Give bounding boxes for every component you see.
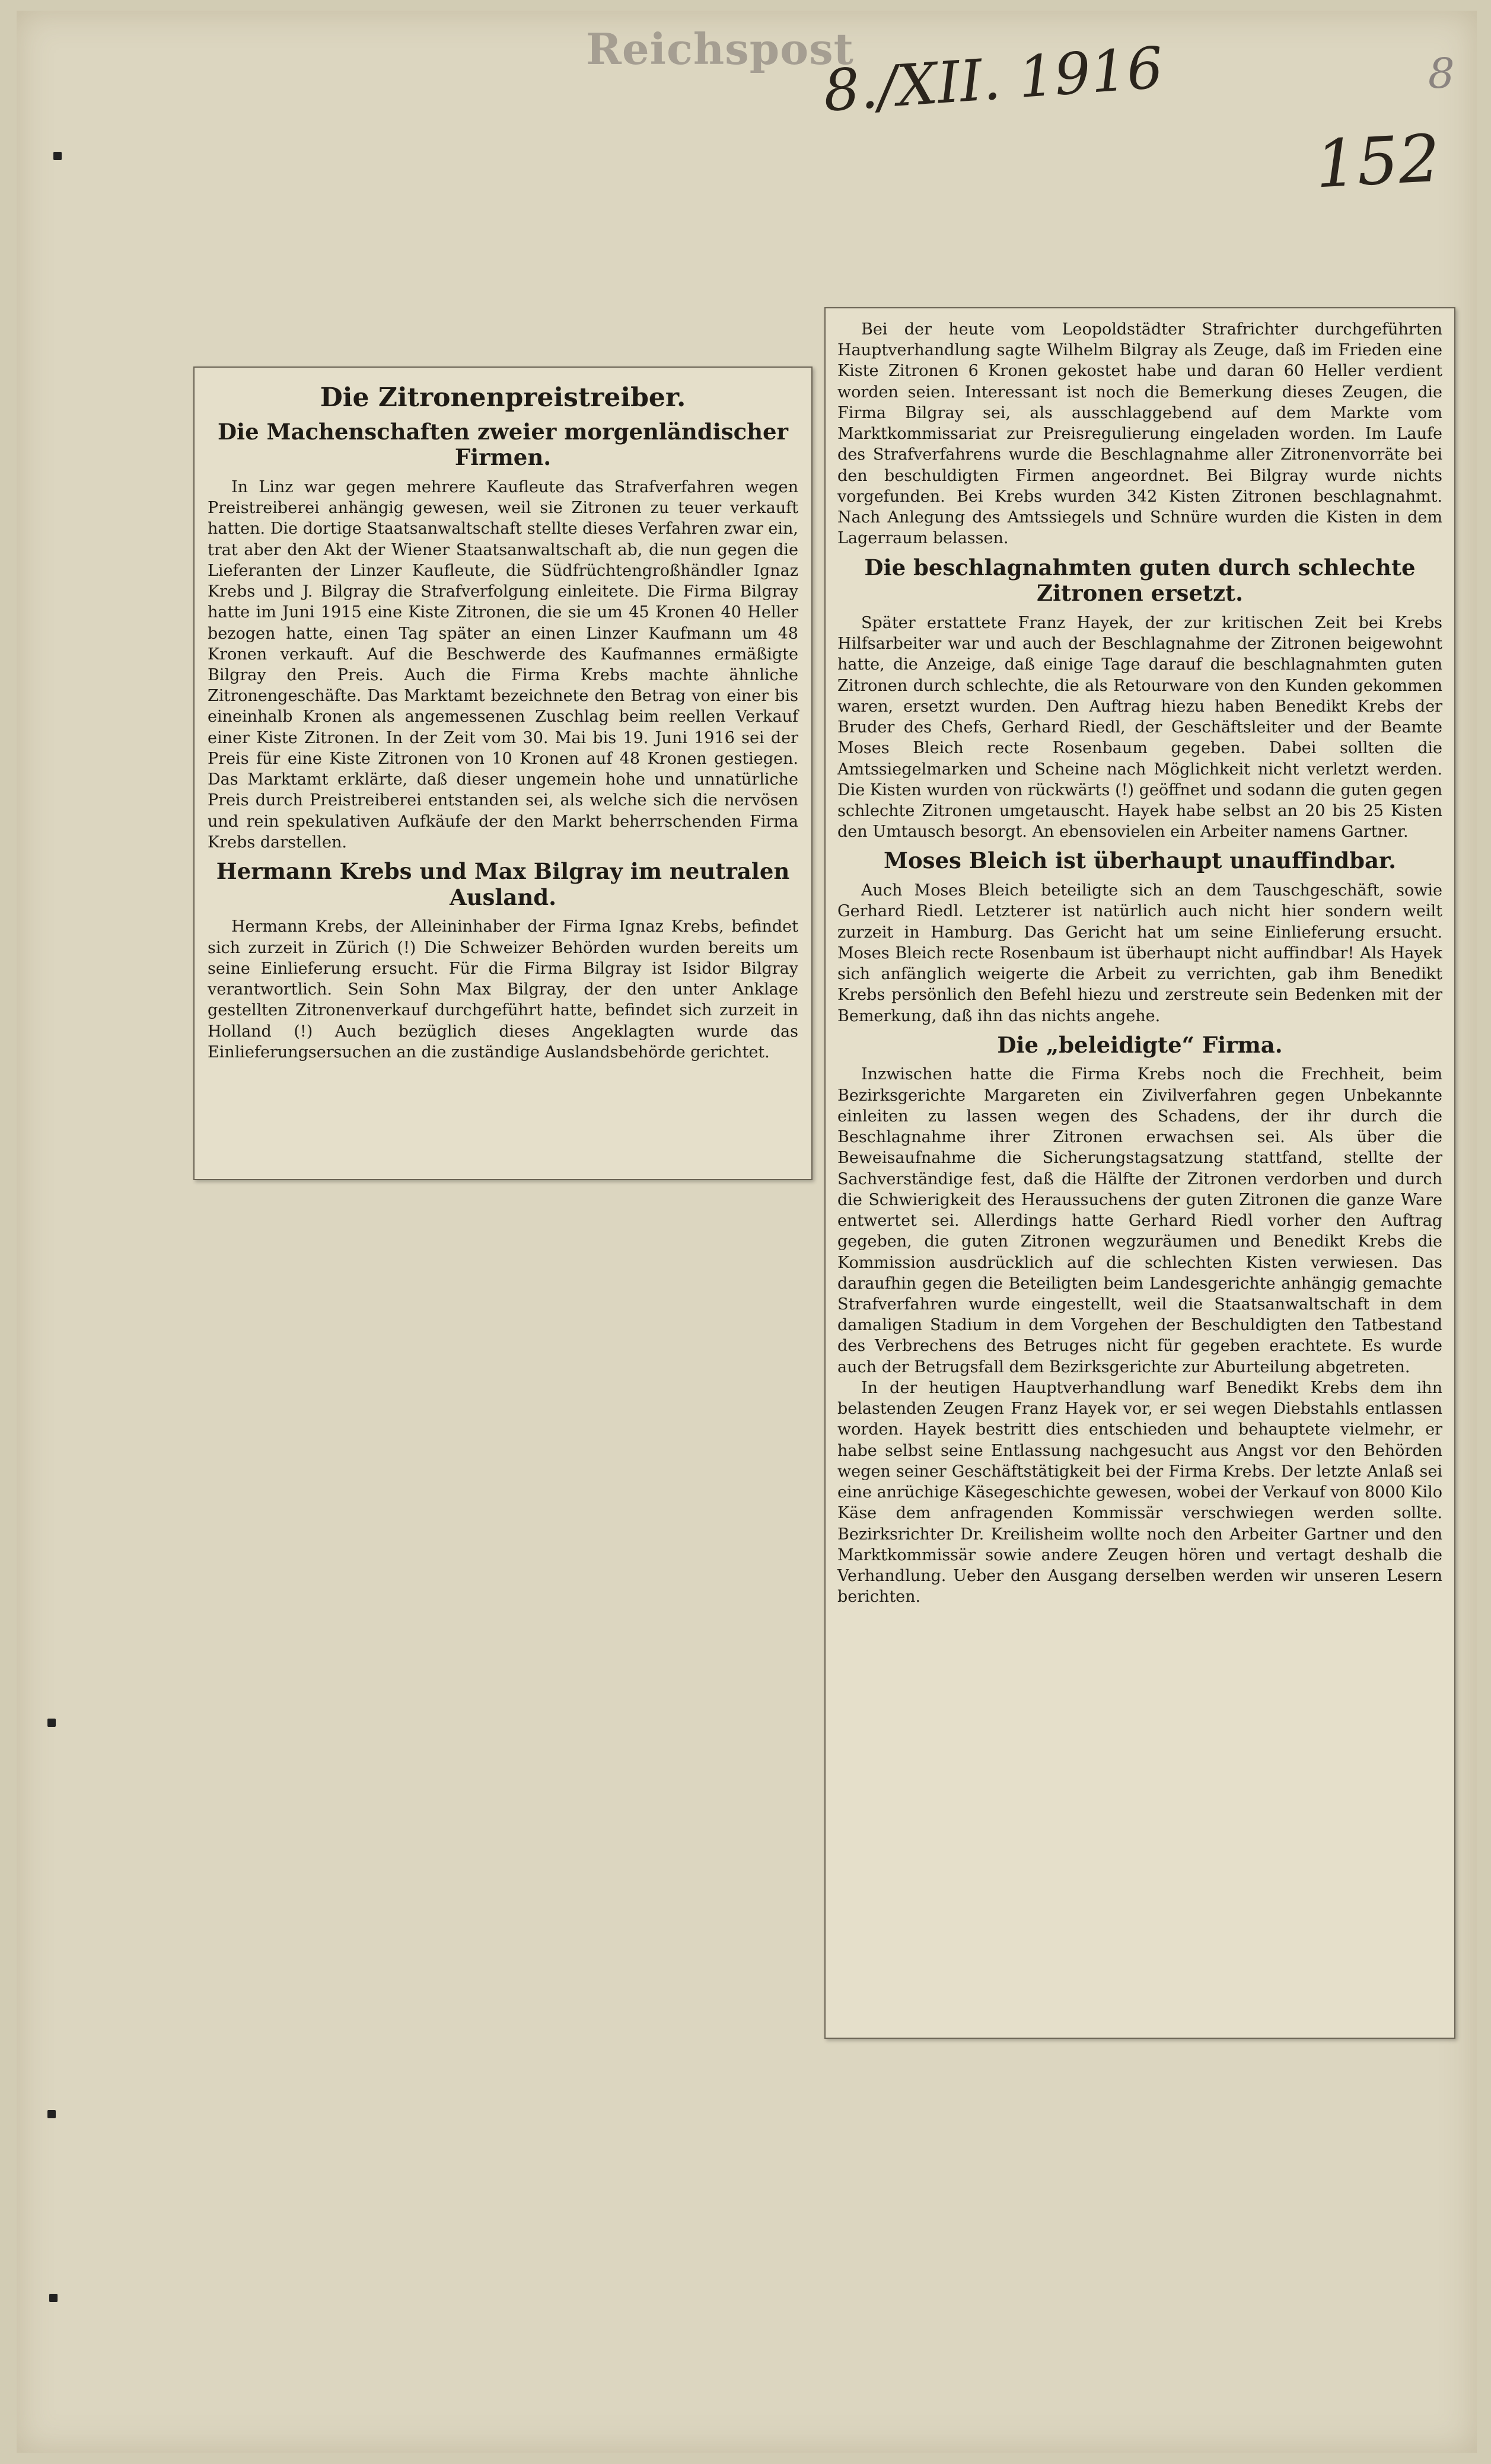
newspaper-clipping-left [193,366,813,1180]
section-heading-moses-bleich: Moses Bleich ist überhaupt unauffindbar. [884,847,1396,874]
article-paragraph: Auch Moses Bleich beteiligte sich an dem Tauschgeschäft, sowie Gerhard Riedl. Letzterer ist natürlich auch nicht hier sondern weilt zurzeit in Hamburg. Das Gericht hat um seine Einlieferung ersucht. Moses Bleich recte Rosenbaum ist überhaupt nicht auffindbar! Als Hayek sich anfänglich weigerte die Arbeit zu verrichten, gab ihm Benedikt Krebs persönlich den Befehl hiezu und zerstreute sein Bedenken mit der Bemerkung, daß ihn das nichts angehe. [837,881,1442,1025]
binding-hole-mark [47,2110,56,2118]
handwritten-corner-mark: 8 [1428,49,1455,98]
article-paragraph: Inzwischen hatte die Firma Krebs noch die Frechheit, beim Bezirksgerichte Margareten ein Zivilverfahren gegen Unbekannte einleiten zu lassen wegen des Schadens, der ihr durch die Beschlagnahme ihrer Zitronen erwachsen sei. Als über die Beweisaufnahme die Sicherungstagsatzung stattfand, stellte der Sachverständige fest, daß die Hälfte der Zitronen verdorben und durch die Schwierigkeit des Heraussuchens der guten Zitronen die ganze Ware entwertet sei. Allerdings hatte Gerhard Riedl vorher den Auftrag gegeben, die guten Zitronen wegzuräumen und Benedikt Krebs die Kommission ausdrücklich auf die schlechten Kisten verwiesen. Das daraufhin gegen die Beteiligten beim Landesgerichte anhängig gemachte Strafverfahren wurde eingestellt, weil die Staatsanwaltschaft in dem damaligen Stadium in dem Vorgehen der Beschuldigten den Tatbestand des Verbrechens des Betruges nicht für gegeben erachtete. Es wurde auch der Betrugsfall dem Bezirksgerichte zur Aburteilung abgetreten. [837,1065,1442,1376]
binding-hole-mark [49,2294,58,2302]
article-paragraph: In Linz war gegen mehrere Kaufleute das Strafverfahren wegen Preistreiberei anhängig gewesen, weil sie Zitronen zu teuer verkauft hatten. Die dortige Staatsanwaltschaft stellte dieses Verfahren zwar ein, trat aber den Akt der Wiener Staatsanwaltschaft ab, die nun gegen die Lieferanten der Linzer Kaufleute, die Südfrüchtengroßhändler Ignaz Krebs und J. Bilgray die Strafverfolgung einleitete. Die Firma Bilgray hatte im Juni 1915 eine Kiste Zitronen, die sie um 45 Kronen 40 Heller bezogen hatte, einen Tag später an einen Linzer Kaufmann um 48 Kronen verkauft. Auf die Beschwerde des Kaufmannes ermäßigte Bilgray den Preis. Auch die Firma Krebs machte ähnliche Zitronengeschäfte. Das Marktamt bezeichnete den Betrag von einer bis eineinhalb Kronen als angemessenen Zuschlag beim reellen Verkauf einer Kiste Zitronen. In der Zeit vom 30. Mai bis 19. Juni 1916 sei der Preis für eine Kiste Zitronen von 10 Kronen auf 48 Kronen gestiegen. Das Marktamt erklärte, daß dieser ungemein hohe und unnatürliche Preis durch Preistreiberei entstanden sei, als welche sich die nervösen und rein spekulativen Aufkäufe der den Markt beherrschenden Firma Krebs darstellen. [208,477,798,852]
article-subheading: Hermann Krebs und Max Bilgray im neutralen Ausland. [216,858,790,910]
binding-hole-mark [47,1719,56,1727]
newspaper-stamp: Reichspost [586,24,854,74]
section-heading-replaced-lemons: Die beschlagnahmten guten durch schlechte Zitronen ersetzt. [864,554,1416,607]
binding-hole-mark [53,152,62,160]
article-paragraph: Später erstattete Franz Hayek, der zur kritischen Zeit bei Krebs Hilfsarbeiter war und auch der Beschlagnahme der Zitronen beigewohnt hatte, die Anzeige, daß einige Tage darauf die beschlagnahmten guten Zitronen durch schlechte, die als Retourware von den Kunden gekommen waren, ersetzt wurden. Den Auftrag hiezu haben Benedikt Krebs der Bruder des Chefs, Gerhard Riedl, der Geschäftsleiter und der Beamte Moses Bleich recte Rosenbaum gegeben. Dabei sollten die Amtssiegelmarken und Scheine nach Möglichkeit nicht verletzt werden. Die Kisten wurden von rückwärts (!) geöffnet und sodann die guten gegen schlechte Zitronen umgetauscht. Hayek habe selbst an 20 bis 25 Kisten den Umtausch besorgt. An ebensovielen ein Arbeiter namens Gartner. [837,613,1442,841]
article-subtitle: Die Machenschaften zweier morgenländischer Firmen. [217,418,789,471]
article-title: Die Zitronenpreistreiber. [320,382,686,413]
newspaper-clipping-right [824,307,1455,2039]
article-paragraph: In der heutigen Hauptverhandlung warf Benedikt Krebs dem ihn belastenden Zeugen Franz Hayek vor, er sei wegen Diebstahls entlassen worden. Hayek bestritt dies entschieden und behauptete vielmehr, er habe selbst seine Entlassung nachgesucht aus Angst vor den Behörden wegen seiner Geschäftstätigkeit bei der Firma Krebs. Der letzte Anlaß sei eine anrüchige Käsegeschichte gewesen, wobei der Verkauf von 8000 Kilo Käse dem anfragenden Kommissär verschwiegen werden sollte. Bezirksrichter Dr. Kreilisheim wollte noch den Arbeiter Gartner und den Marktkommissär sowie andere Zeugen hören und vertagt deshalb die Verhandlung. Ueber den Ausgang derselben werden wir unseren Lesern berichten. [837,1378,1442,1606]
handwritten-date: 8./XII. 1916 [821,34,1165,125]
section-heading-offended-firm: Die „beleidigte“ Firma. [997,1031,1283,1058]
handwritten-number: 152 [1313,120,1442,203]
archive-sheet [17,11,1477,2453]
article-paragraph: Bei der heute vom Leopoldstädter Strafrichter durchgeführten Hauptverhandlung sagte Wilhelm Bilgray als Zeuge, daß im Frieden eine Kiste Zitronen 6 Kronen gekostet habe und daran 60 Heller verdient worden seien. Interessant ist noch die Bemerkung dieses Zeugen, die Firma Bilgray sei, als ausschlaggebend auf dem Markte vom Marktkommissariat zur Preisregulierung eingeladen worden. Im Laufe des Strafverfahrens wurde die Beschlagnahme aller Zitronenvorräte bei den beschuldigten Firmen angeordnet. Bei Bilgray wurde nichts vorgefunden. Bei Krebs wurden 342 Kisten Zitronen beschlagnahmt. Nach Anlegung des Amtssiegels und Schnüre wurden die Kisten in dem Lagerraum belassen. [837,320,1442,548]
article-paragraph: Hermann Krebs, der Alleininhaber der Firma Ignaz Krebs, befindet sich zurzeit in Zürich (!) Die Schweizer Behörden wurden bereits um seine Einlieferung ersucht. Für die Firma Bilgray ist Isidor Bilgray verantwortlich. Sein Sohn Max Bilgray, der den unter Anklage gestellten Zitronenverkauf durchgeführt hatte, befindet sich zurzeit in Holland (!) Auch bezüglich dieses Angeklagten wurde das Einlieferungsersuchen an die zuständige Auslandsbehörde gerichtet. [208,917,798,1062]
